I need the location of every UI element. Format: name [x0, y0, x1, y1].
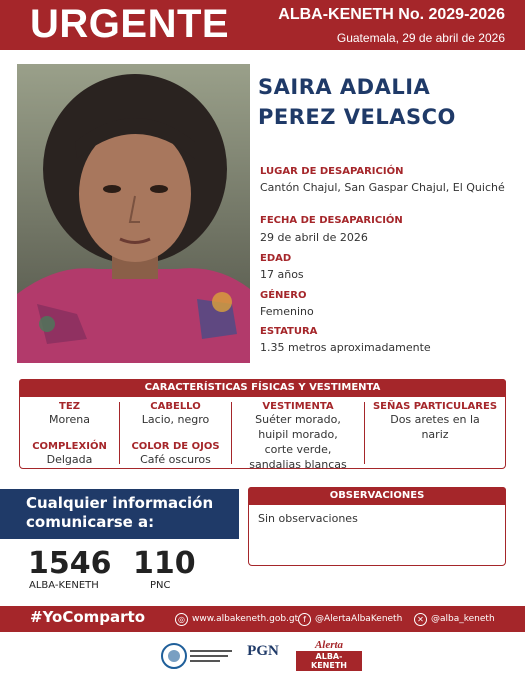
x-link[interactable] [414, 612, 495, 626]
globe-icon: ◎ [175, 613, 188, 626]
age-label: EDAD [260, 253, 292, 264]
skin-label: TEZ [59, 401, 80, 412]
contact-line2: comunicarse a: [26, 513, 155, 531]
observations-title: OBSERVACIONES [248, 487, 506, 505]
missing-person-photo [17, 64, 250, 363]
clothing-line: sandalias blancas [249, 458, 347, 471]
person-name-line1: SAIRA ADALIA [258, 75, 431, 99]
hair-value: Lacio, negro [141, 413, 210, 426]
alert-id: ALBA-KENETH No. 2029-2026 [278, 6, 505, 23]
build-value: Delgada [46, 453, 93, 466]
x-text: @alba_keneth [431, 614, 495, 624]
hair-col [120, 401, 231, 427]
alba-keneth-phone-label: ALBA-KENETH [29, 580, 99, 591]
alba-keneth-phone[interactable]: 1546 [28, 546, 112, 581]
government-seal-logo [160, 641, 235, 671]
marks-line: nariz [421, 428, 449, 441]
skin-col [20, 401, 119, 427]
facebook-text: @AlertaAlbaKeneth [315, 614, 403, 624]
skin-value: Morena [49, 413, 90, 426]
clothing-line: Suéter morado, [255, 413, 341, 426]
marks-col [365, 401, 505, 442]
x-icon: ✕ [414, 613, 427, 626]
pnc-phone-label: PNC [150, 580, 171, 591]
build-col [20, 441, 119, 467]
contact-line1: Cualquier información [26, 494, 214, 512]
eyes-value: Café oscuros [140, 453, 211, 466]
clothing-label: VESTIMENTA [262, 401, 334, 412]
logos-row [0, 637, 525, 675]
website-text: www.albakeneth.gob.gt [192, 614, 299, 624]
alerta-logo [296, 639, 362, 673]
pnc-phone[interactable]: 110 [133, 546, 196, 581]
clothing-line: corte verde, [264, 443, 332, 456]
alerta-logo-top: Alerta [314, 639, 344, 651]
date-label: FECHA DE DESAPARICIÓN [260, 215, 403, 226]
facebook-icon: f [298, 613, 311, 626]
contact-box [0, 489, 239, 539]
clothing-col [232, 401, 364, 472]
place-label: LUGAR DE DESAPARICIÓN [260, 166, 404, 177]
website-link[interactable] [175, 612, 298, 626]
build-label: COMPLEXIÓN [32, 441, 107, 452]
eyes-label: COLOR DE OJOS [131, 441, 220, 452]
alert-location-date: Guatemala, 29 de abril de 2026 [336, 31, 505, 45]
place-value: Cantón Chajul, San Gaspar Chajul, El Quiché [260, 181, 505, 194]
urgent-title: URGENTE [30, 2, 230, 46]
age-value: 17 años [260, 268, 304, 281]
observations-text: Sin observaciones [258, 512, 358, 525]
date-value: 29 de abril de 2026 [260, 231, 368, 244]
eyes-col [120, 441, 231, 467]
pgn-logo: PGN [247, 643, 279, 659]
characteristics-title: CARACTERÍSTICAS FÍSICAS Y VESTIMENTA [19, 379, 506, 397]
person-name [258, 72, 456, 132]
marks-line: Dos aretes en la [390, 413, 480, 426]
person-name-line2: PEREZ VELASCO [258, 105, 456, 129]
marks-label: SEÑAS PARTICULARES [372, 401, 498, 412]
hashtag: #YoComparto [30, 608, 146, 626]
gender-value: Femenino [260, 305, 314, 318]
facebook-link[interactable] [298, 612, 402, 626]
clothing-line: huipil morado, [258, 428, 338, 441]
height-value: 1.35 metros aproximadamente [260, 341, 431, 354]
gender-label: GÉNERO [260, 290, 307, 301]
hair-label: CABELLO [150, 401, 201, 412]
alerta-logo-bottom: ALBA-KENETH [296, 651, 362, 671]
height-label: ESTATURA [260, 326, 318, 337]
